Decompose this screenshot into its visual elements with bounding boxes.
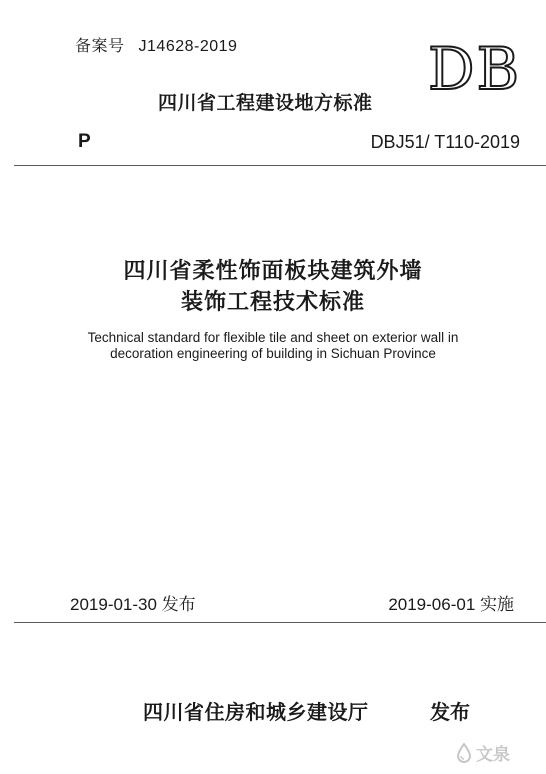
record-number: [75, 33, 237, 56]
bottom-divider: [14, 622, 546, 623]
watermark: [456, 740, 510, 765]
issue-date: 2019-01-30 发布: [70, 595, 196, 614]
top-divider: [14, 165, 546, 166]
db-logo: DB: [428, 35, 522, 103]
water-drop-icon: [456, 743, 472, 763]
issuing-authority: 四川省住房和城乡建设厅: [143, 702, 369, 724]
classification-code: P: [78, 131, 91, 152]
title-line-2: 装饰工程技术标准: [180, 289, 365, 314]
record-number-value: J14628-2019: [138, 38, 238, 55]
english-title-line-1: Technical standard for flexible tile and sheet on exterior wall in: [87, 330, 459, 345]
implementation-date: 2019-06-01 实施: [388, 595, 514, 614]
standard-type: 四川省工程建设地方标准: [158, 93, 373, 114]
record-label: 备案号: [75, 38, 125, 55]
english-title-line-2: decoration engineering of building in Sichuan Province: [110, 346, 436, 361]
standard-number: DBJ51/ T110-2019: [370, 132, 520, 152]
watermark-text: 文泉: [476, 745, 510, 764]
title-line-1: 四川省柔性饰面板块建筑外墙: [123, 258, 423, 283]
issue-action: 发布: [430, 702, 470, 724]
